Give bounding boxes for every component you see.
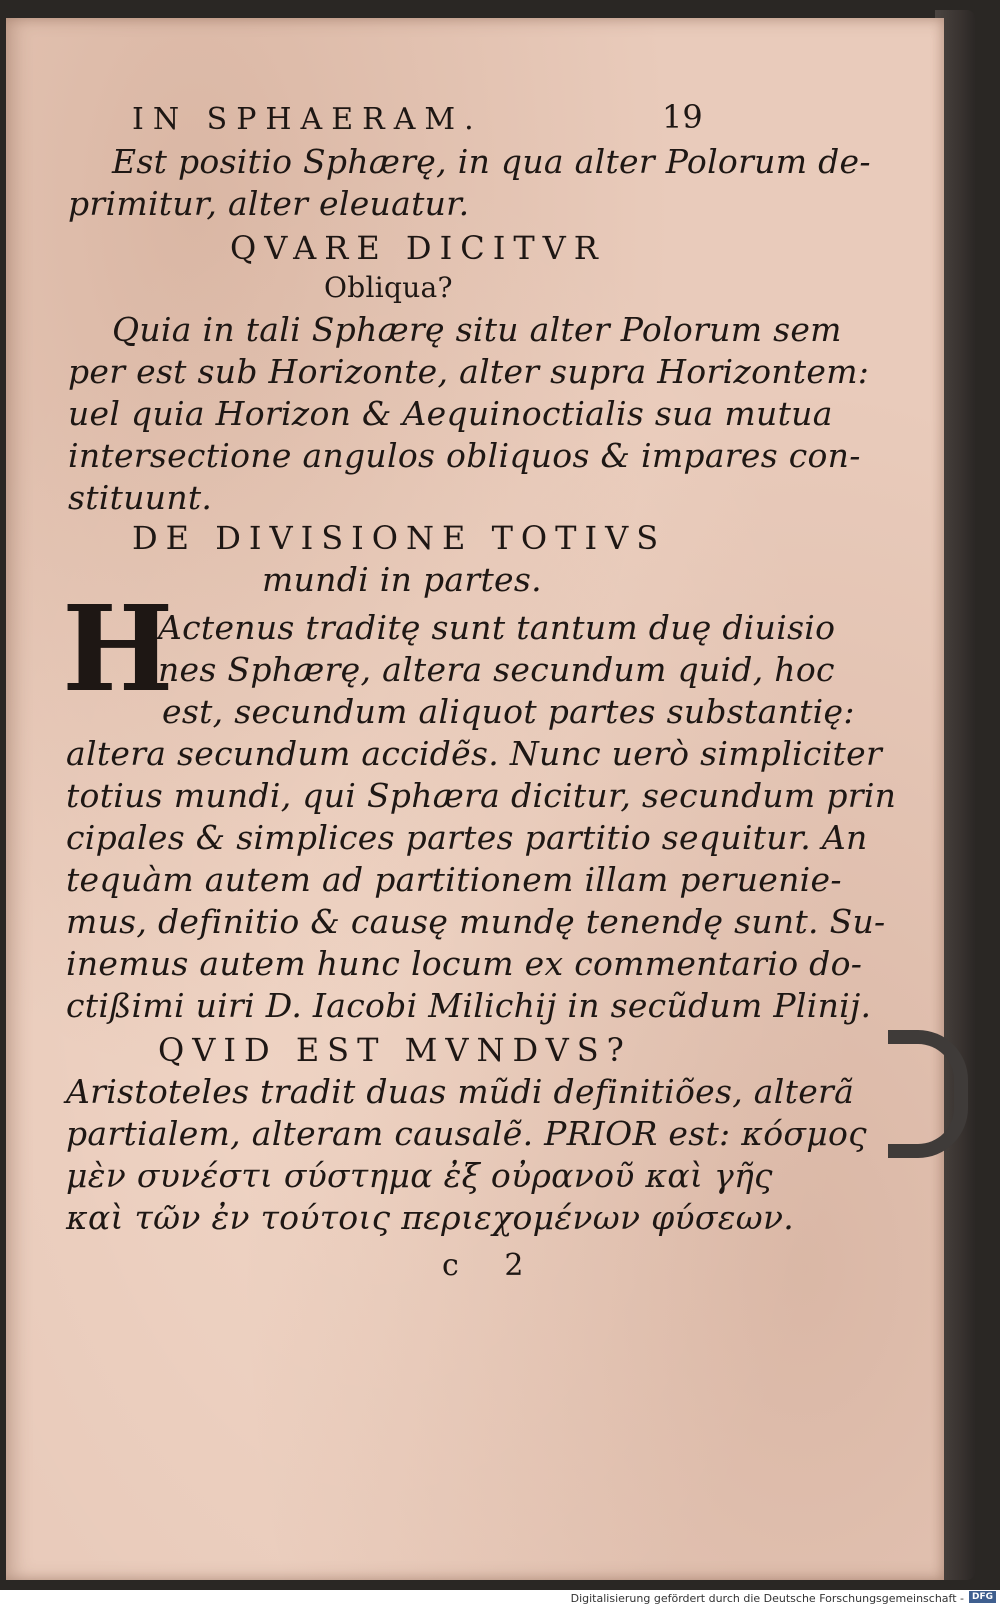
section-heading: DE DIVISIONE TOTIVS bbox=[132, 519, 667, 557]
section-subheading: mundi in partes. bbox=[262, 560, 542, 599]
text-line: partialem, alteram causalẽ. PRIOR est: κόσμος bbox=[66, 1114, 867, 1153]
text-line: primitur, alter eleuatur. bbox=[68, 184, 470, 223]
text-line: ctißimi uiri D. Iacobi Milichij in secũdum Plinij. bbox=[66, 986, 872, 1025]
section-subheading: Obliqua? bbox=[324, 271, 453, 304]
footer-credit: Digitalisierung gefördert durch die Deutsche Forschungsgemeinschaft - bbox=[570, 1592, 964, 1605]
text-line: uel quia Horizon & Aequinoctialis sua mutua bbox=[68, 394, 833, 433]
text-line: per est sub Horizonte, alter supra Horizontem: bbox=[68, 352, 870, 391]
text-line: Quia in tali Sphærę situ alter Polorum sem bbox=[112, 310, 842, 349]
drop-cap: H bbox=[62, 579, 174, 718]
greek-line: καὶ τῶν ἐν τούτοις περιεχομένων φύσεων. bbox=[66, 1198, 795, 1237]
section-heading: QVID EST MVNDVS? bbox=[158, 1031, 632, 1069]
text-line: altera secundum accidẽs. Nunc uerò simpliciter bbox=[66, 734, 883, 773]
dfg-logo: DFG bbox=[969, 1591, 996, 1603]
text-line: stituunt. bbox=[68, 478, 213, 517]
text-line: Actenus traditę sunt tantum duę diuisio bbox=[158, 608, 836, 647]
signature-mark: c 2 bbox=[442, 1248, 542, 1283]
text-line: totius mundi, qui Sphæra dicitur, secundum prin bbox=[66, 776, 897, 815]
text-line: nes Sphærę, altera secundum quid, hoc bbox=[158, 650, 835, 689]
text-line: Aristoteles tradit duas mũdi definitiões, alterã bbox=[66, 1072, 855, 1111]
text-line: cipales & simplices partes partitio sequitur. An bbox=[66, 818, 868, 857]
page-clip bbox=[888, 1030, 968, 1158]
text-line: intersectione angulos obliquos & impares con- bbox=[68, 436, 861, 475]
greek-line: μὲν συνέστι σύστημα ἐξ οὐρανοῦ καὶ γῆς bbox=[66, 1156, 773, 1195]
running-head: IN SPHAERAM. bbox=[132, 102, 483, 137]
section-heading: QVARE DICITVR bbox=[230, 229, 606, 267]
text-line: tequàm autem ad partitionem illam peruenie- bbox=[66, 860, 842, 899]
text-line: mus, definitio & causę mundę tenendę sunt. Su- bbox=[66, 902, 886, 941]
text-line: inemus autem hunc locum ex commentario do- bbox=[66, 944, 863, 983]
text-line: est, secundum aliquot partes substantię: bbox=[162, 692, 855, 731]
text-line: Est positio Sphærę, in qua alter Polorum de- bbox=[112, 142, 871, 181]
page-number: 19 bbox=[662, 98, 703, 136]
